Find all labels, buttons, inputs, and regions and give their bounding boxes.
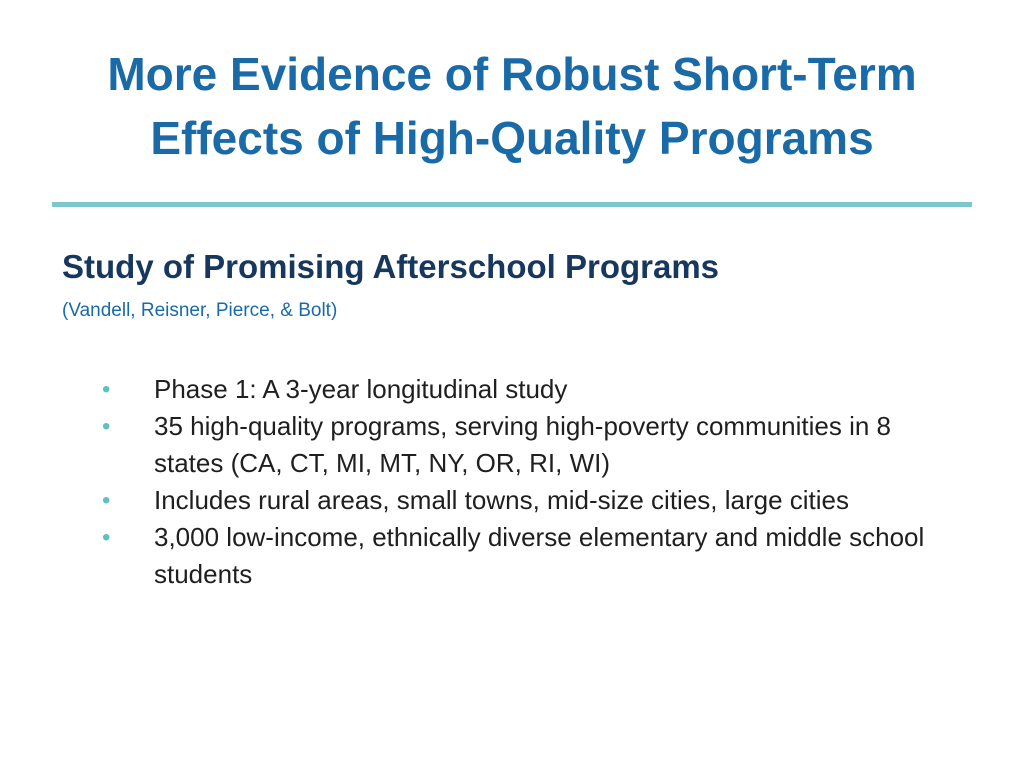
title-line-1: More Evidence of Robust Short-Term xyxy=(107,48,917,100)
bullet-icon: • xyxy=(102,376,111,403)
bullet-text: 3,000 low-income, ethnically diverse elementary and middle school students xyxy=(154,522,925,589)
bullet-list xyxy=(102,371,962,593)
slide-title xyxy=(0,42,1024,170)
bullet-item xyxy=(102,482,962,519)
bullet-item xyxy=(102,408,962,482)
bullet-item xyxy=(102,519,962,593)
bullet-icon: • xyxy=(102,487,111,514)
bullet-item xyxy=(102,371,962,408)
bullet-text: Phase 1: A 3-year longitudinal study xyxy=(154,374,568,404)
title-divider xyxy=(52,202,972,207)
study-citation: (Vandell, Reisner, Pierce, & Bolt) xyxy=(62,300,338,321)
title-line-2: Effects of High-Quality Programs xyxy=(150,112,874,164)
bullet-icon: • xyxy=(102,413,111,440)
study-heading: Study of Promising Afterschool Programs xyxy=(62,248,720,285)
bullet-text: Includes rural areas, small towns, mid-size cities, large cities xyxy=(154,485,850,515)
bullet-text: 35 high-quality programs, serving high-poverty communities in 8 states (CA, CT, MI, MT, NY, OR, RI, WI) xyxy=(154,411,892,478)
bullet-icon: • xyxy=(102,524,111,551)
